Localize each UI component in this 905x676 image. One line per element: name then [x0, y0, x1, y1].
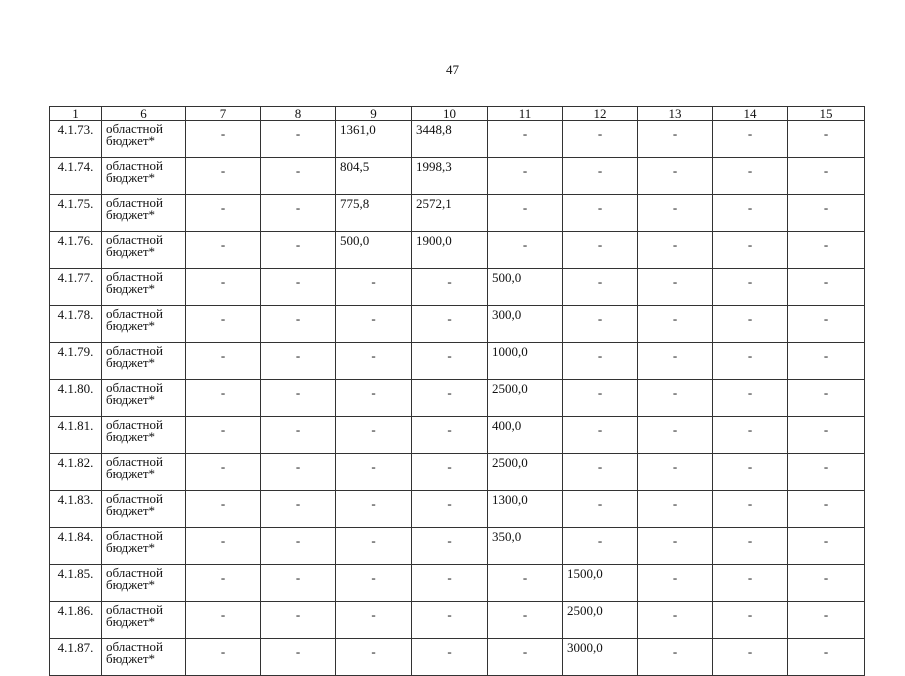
amount-cell: -: [186, 454, 261, 491]
amount-cell: -: [563, 491, 638, 528]
amount-cell: -: [412, 454, 488, 491]
table-row: [50, 269, 865, 306]
row-code: 4.1.81.: [50, 417, 102, 454]
amount-cell: -: [412, 417, 488, 454]
table-row: [50, 639, 865, 676]
amount-cell: -: [186, 158, 261, 195]
amount-cell: -: [261, 639, 336, 676]
table-row: [50, 565, 865, 602]
amount-cell: -: [788, 343, 865, 380]
amount-cell: -: [261, 269, 336, 306]
column-header: 12: [563, 107, 638, 121]
amount-cell: -: [261, 491, 336, 528]
table-row: [50, 417, 865, 454]
amount-cell: -: [261, 195, 336, 232]
table-row: [50, 454, 865, 491]
amount-cell: 3448,8: [412, 121, 488, 158]
amount-cell: -: [412, 639, 488, 676]
amount-cell: -: [336, 602, 412, 639]
funding-source: областной бюджет*: [102, 491, 186, 528]
amount-cell: -: [336, 343, 412, 380]
row-code: 4.1.78.: [50, 306, 102, 343]
amount-cell: -: [638, 158, 713, 195]
amount-cell: -: [186, 195, 261, 232]
amount-cell: -: [336, 306, 412, 343]
amount-cell: -: [186, 232, 261, 269]
amount-cell: -: [713, 417, 788, 454]
amount-cell: -: [563, 380, 638, 417]
amount-cell: -: [261, 306, 336, 343]
row-code: 4.1.76.: [50, 232, 102, 269]
amount-cell: -: [336, 417, 412, 454]
amount-cell: -: [713, 491, 788, 528]
header-row: [50, 107, 865, 121]
amount-cell: -: [412, 269, 488, 306]
row-code: 4.1.84.: [50, 528, 102, 565]
funding-source: областной бюджет*: [102, 232, 186, 269]
amount-cell: -: [788, 454, 865, 491]
amount-cell: -: [186, 491, 261, 528]
row-code: 4.1.74.: [50, 158, 102, 195]
amount-cell: 500,0: [488, 269, 563, 306]
amount-cell: -: [638, 195, 713, 232]
amount-cell: -: [186, 269, 261, 306]
column-header: 15: [788, 107, 865, 121]
funding-source: областной бюджет*: [102, 121, 186, 158]
amount-cell: -: [563, 158, 638, 195]
amount-cell: -: [563, 195, 638, 232]
table-body: [50, 121, 865, 676]
funding-source: областной бюджет*: [102, 158, 186, 195]
table-row: [50, 232, 865, 269]
funding-source: областной бюджет*: [102, 195, 186, 232]
amount-cell: -: [638, 306, 713, 343]
amount-cell: -: [713, 380, 788, 417]
amount-cell: 1361,0: [336, 121, 412, 158]
amount-cell: -: [488, 639, 563, 676]
amount-cell: -: [186, 417, 261, 454]
funding-source: областной бюджет*: [102, 417, 186, 454]
amount-cell: 775,8: [336, 195, 412, 232]
amount-cell: -: [563, 232, 638, 269]
row-code: 4.1.86.: [50, 602, 102, 639]
page-number: 47: [446, 62, 459, 77]
amount-cell: -: [186, 121, 261, 158]
amount-cell: 1300,0: [488, 491, 563, 528]
amount-cell: 804,5: [336, 158, 412, 195]
funding-source: областной бюджет*: [102, 528, 186, 565]
funding-source: областной бюджет*: [102, 380, 186, 417]
amount-cell: -: [412, 602, 488, 639]
budget-table: [49, 106, 865, 676]
amount-cell: -: [713, 454, 788, 491]
amount-cell: -: [336, 491, 412, 528]
amount-cell: 2500,0: [488, 380, 563, 417]
funding-source: областной бюджет*: [102, 269, 186, 306]
amount-cell: -: [336, 528, 412, 565]
row-code: 4.1.83.: [50, 491, 102, 528]
amount-cell: -: [788, 158, 865, 195]
amount-cell: -: [186, 602, 261, 639]
column-header: 10: [412, 107, 488, 121]
amount-cell: -: [186, 343, 261, 380]
amount-cell: -: [336, 380, 412, 417]
amount-cell: -: [638, 565, 713, 602]
amount-cell: -: [713, 565, 788, 602]
table-row: [50, 602, 865, 639]
table-row: [50, 343, 865, 380]
row-code: 4.1.73.: [50, 121, 102, 158]
amount-cell: -: [713, 306, 788, 343]
amount-cell: -: [713, 639, 788, 676]
amount-cell: -: [186, 639, 261, 676]
amount-cell: -: [488, 565, 563, 602]
table-row: [50, 121, 865, 158]
amount-cell: -: [412, 380, 488, 417]
row-code: 4.1.85.: [50, 565, 102, 602]
amount-cell: -: [788, 232, 865, 269]
column-header: 13: [638, 107, 713, 121]
table-row: [50, 195, 865, 232]
column-header: 6: [102, 107, 186, 121]
amount-cell: -: [336, 454, 412, 491]
amount-cell: -: [713, 195, 788, 232]
amount-cell: 350,0: [488, 528, 563, 565]
row-code: 4.1.87.: [50, 639, 102, 676]
amount-cell: 3000,0: [563, 639, 638, 676]
amount-cell: -: [638, 417, 713, 454]
amount-cell: -: [638, 491, 713, 528]
amount-cell: -: [261, 158, 336, 195]
amount-cell: -: [638, 602, 713, 639]
amount-cell: -: [261, 528, 336, 565]
amount-cell: -: [788, 380, 865, 417]
amount-cell: -: [488, 195, 563, 232]
funding-source: областной бюджет*: [102, 343, 186, 380]
funding-source: областной бюджет*: [102, 565, 186, 602]
row-code: 4.1.82.: [50, 454, 102, 491]
amount-cell: 2500,0: [488, 454, 563, 491]
amount-cell: -: [638, 269, 713, 306]
amount-cell: -: [788, 602, 865, 639]
funding-source: областной бюджет*: [102, 454, 186, 491]
amount-cell: -: [563, 454, 638, 491]
amount-cell: -: [186, 565, 261, 602]
amount-cell: -: [186, 380, 261, 417]
table-row: [50, 380, 865, 417]
amount-cell: -: [638, 343, 713, 380]
funding-source: областной бюджет*: [102, 306, 186, 343]
row-code: 4.1.79.: [50, 343, 102, 380]
amount-cell: 300,0: [488, 306, 563, 343]
amount-cell: 1500,0: [563, 565, 638, 602]
amount-cell: -: [336, 269, 412, 306]
amount-cell: 2500,0: [563, 602, 638, 639]
table-row: [50, 306, 865, 343]
amount-cell: -: [412, 306, 488, 343]
amount-cell: -: [713, 232, 788, 269]
column-header: 11: [488, 107, 563, 121]
amount-cell: -: [638, 528, 713, 565]
amount-cell: -: [186, 306, 261, 343]
column-header: 14: [713, 107, 788, 121]
amount-cell: -: [261, 602, 336, 639]
amount-cell: -: [788, 121, 865, 158]
amount-cell: -: [261, 417, 336, 454]
amount-cell: -: [336, 639, 412, 676]
amount-cell: -: [563, 528, 638, 565]
amount-cell: -: [488, 602, 563, 639]
row-code: 4.1.75.: [50, 195, 102, 232]
amount-cell: -: [186, 528, 261, 565]
amount-cell: -: [788, 269, 865, 306]
amount-cell: -: [412, 343, 488, 380]
column-header: 1: [50, 107, 102, 121]
amount-cell: -: [788, 195, 865, 232]
row-code: 4.1.77.: [50, 269, 102, 306]
amount-cell: -: [336, 565, 412, 602]
amount-cell: -: [713, 269, 788, 306]
table-row: [50, 158, 865, 195]
amount-cell: -: [261, 232, 336, 269]
funding-source: областной бюджет*: [102, 602, 186, 639]
amount-cell: -: [638, 121, 713, 158]
amount-cell: -: [563, 121, 638, 158]
amount-cell: -: [412, 528, 488, 565]
amount-cell: 500,0: [336, 232, 412, 269]
amount-cell: -: [261, 121, 336, 158]
amount-cell: -: [563, 417, 638, 454]
amount-cell: -: [488, 158, 563, 195]
amount-cell: 1000,0: [488, 343, 563, 380]
amount-cell: -: [788, 639, 865, 676]
amount-cell: -: [563, 269, 638, 306]
amount-cell: -: [713, 121, 788, 158]
amount-cell: -: [488, 232, 563, 269]
amount-cell: 1998,3: [412, 158, 488, 195]
table-row: [50, 491, 865, 528]
funding-source: областной бюджет*: [102, 639, 186, 676]
amount-cell: -: [563, 306, 638, 343]
row-code: 4.1.80.: [50, 380, 102, 417]
column-header: 8: [261, 107, 336, 121]
amount-cell: -: [412, 565, 488, 602]
amount-cell: -: [488, 121, 563, 158]
amount-cell: -: [713, 602, 788, 639]
amount-cell: -: [261, 380, 336, 417]
amount-cell: -: [788, 491, 865, 528]
amount-cell: -: [713, 158, 788, 195]
amount-cell: -: [412, 491, 488, 528]
amount-cell: 2572,1: [412, 195, 488, 232]
amount-cell: -: [261, 565, 336, 602]
amount-cell: -: [638, 639, 713, 676]
amount-cell: -: [563, 343, 638, 380]
amount-cell: -: [638, 380, 713, 417]
amount-cell: -: [788, 528, 865, 565]
column-header: 7: [186, 107, 261, 121]
amount-cell: -: [638, 232, 713, 269]
amount-cell: 1900,0: [412, 232, 488, 269]
amount-cell: -: [713, 528, 788, 565]
amount-cell: 400,0: [488, 417, 563, 454]
amount-cell: -: [261, 454, 336, 491]
amount-cell: -: [788, 306, 865, 343]
column-header: 9: [336, 107, 412, 121]
table-row: [50, 528, 865, 565]
amount-cell: -: [713, 343, 788, 380]
amount-cell: -: [638, 454, 713, 491]
amount-cell: -: [788, 417, 865, 454]
amount-cell: -: [261, 343, 336, 380]
amount-cell: -: [788, 565, 865, 602]
